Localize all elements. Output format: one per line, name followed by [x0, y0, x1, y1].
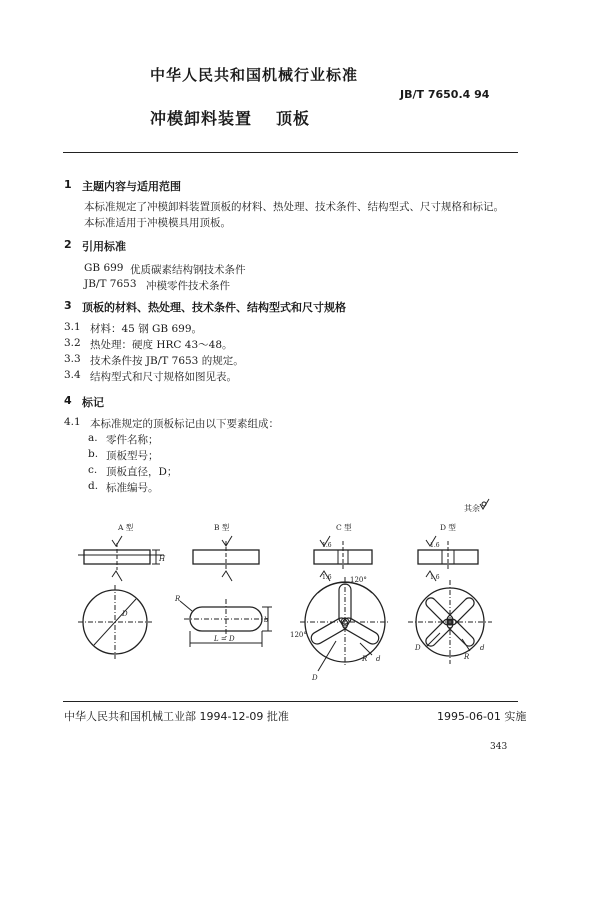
reference-1-name: 优质碳素结构钢技术条件 — [130, 264, 246, 276]
dimension-d-type-d: D — [415, 644, 421, 652]
reference-2-code: JB/T 7653 — [84, 278, 137, 290]
document-subtitle: 顶板 — [276, 109, 311, 128]
dimension-b: b — [264, 616, 269, 624]
list-item-c-text: 顶板直径，D； — [106, 466, 178, 478]
type-d-side-view — [418, 536, 478, 581]
dimension-r-type-c: R — [362, 655, 368, 663]
dimension-small-d-type-c: d — [376, 655, 381, 663]
page-number: 343 — [490, 742, 508, 752]
list-item-a-mark: a. — [88, 432, 98, 444]
type-b-label: B 型 — [214, 523, 230, 532]
list-item-d-text: 标准编号。 — [106, 482, 159, 494]
clause-4-1-number: 4.1 — [64, 416, 81, 428]
section-3-heading: 顶板的材料、热处理、技术条件、结构型式和尺寸规格 — [82, 301, 346, 314]
roughness-value-d-top: 1.6 — [430, 542, 440, 549]
clause-4-1-text: 本标准规定的顶板标记由以下要素组成： — [90, 418, 279, 430]
implementation-date: 1995-06-01 实施 — [437, 710, 527, 723]
type-b-side-view — [193, 536, 259, 581]
section-1-paragraph-2: 本标准适用于冲模模具用顶板。 — [84, 217, 231, 229]
roughness-value-c-top: 1.6 — [322, 542, 332, 549]
type-a-side-view — [78, 536, 166, 581]
dimension-small-d-type-d: d — [480, 644, 485, 652]
roughness-value-c-bottom: 1.6 — [322, 574, 332, 581]
clause-3-2-number: 3.2 — [64, 337, 81, 349]
list-item-c-mark: c. — [88, 464, 98, 476]
clause-3-4-number: 3.4 — [64, 369, 81, 381]
clause-3-4-text: 结构型式和尺寸规格如图见表。 — [90, 371, 237, 383]
clause-3-3-number: 3.3 — [64, 353, 81, 365]
dimension-r-type-b: R — [175, 595, 181, 603]
document-title: 冲模卸料装置 — [150, 109, 253, 128]
section-2-number: 2 — [64, 238, 72, 251]
section-1-heading: 主题内容与适用范围 — [82, 180, 181, 193]
section-2-heading: 引用标准 — [82, 240, 126, 253]
roughness-value-d-bottom: 1.6 — [430, 574, 440, 581]
list-item-d-mark: d. — [88, 480, 99, 492]
clause-3-1-number: 3.1 — [64, 321, 81, 333]
type-c-top-view — [290, 576, 390, 682]
issuing-body-title: 中华人民共和国机械行业标准 — [150, 66, 359, 84]
top-plate-drawings — [0, 495, 600, 695]
type-d-top-view — [408, 580, 492, 664]
dimension-l-eq-d: L = D — [214, 635, 235, 643]
angle-120-left: 120° — [290, 631, 307, 639]
section-3-number: 3 — [64, 299, 72, 312]
section-1-paragraph-1: 本标准规定了冲模卸料装置顶板的材料、热处理、技术条件、结构型式、尺寸规格和标记。 — [84, 201, 504, 213]
dimension-h: H — [159, 555, 166, 563]
rest-roughness-note: 其余 — [464, 504, 480, 513]
type-c-side-view — [314, 536, 372, 581]
type-d-label: D 型 — [440, 523, 456, 532]
type-a-top-view — [78, 585, 152, 659]
rest-roughness-symbol — [480, 499, 489, 509]
clause-3-1-text: 材料：45 钢 GB 699。 — [90, 323, 203, 335]
dimension-d-type-c: D — [312, 674, 318, 682]
list-item-b-mark: b. — [88, 448, 99, 460]
reference-1-code: GB 699 — [84, 262, 124, 274]
dimension-r-type-d: R — [464, 653, 470, 661]
reference-2-name: 冲模零件技术条件 — [146, 280, 230, 292]
list-item-a-text: 零件名称； — [106, 434, 159, 446]
type-c-label: C 型 — [336, 523, 352, 532]
section-4-number: 4 — [64, 394, 72, 407]
header-rule — [63, 152, 518, 153]
angle-120-top: 120° — [350, 576, 367, 584]
approval-line: 中华人民共和国机械工业部 1994-12-09 批准 — [64, 710, 289, 723]
clause-3-2-text: 热处理：硬度 HRC 43～48。 — [90, 339, 233, 351]
section-1-number: 1 — [64, 178, 72, 191]
list-item-b-text: 顶板型号； — [106, 450, 159, 462]
clause-3-3-text: 技术条件按 JB/T 7653 的规定。 — [90, 355, 244, 367]
section-4-heading: 标记 — [82, 396, 104, 409]
standard-number: JB/T 7650.4 94 — [400, 88, 490, 101]
type-a-label: A 型 — [118, 523, 134, 532]
type-b-top-view — [174, 595, 272, 647]
dimension-d-type-a: D — [122, 610, 128, 618]
footer-rule — [63, 701, 518, 702]
